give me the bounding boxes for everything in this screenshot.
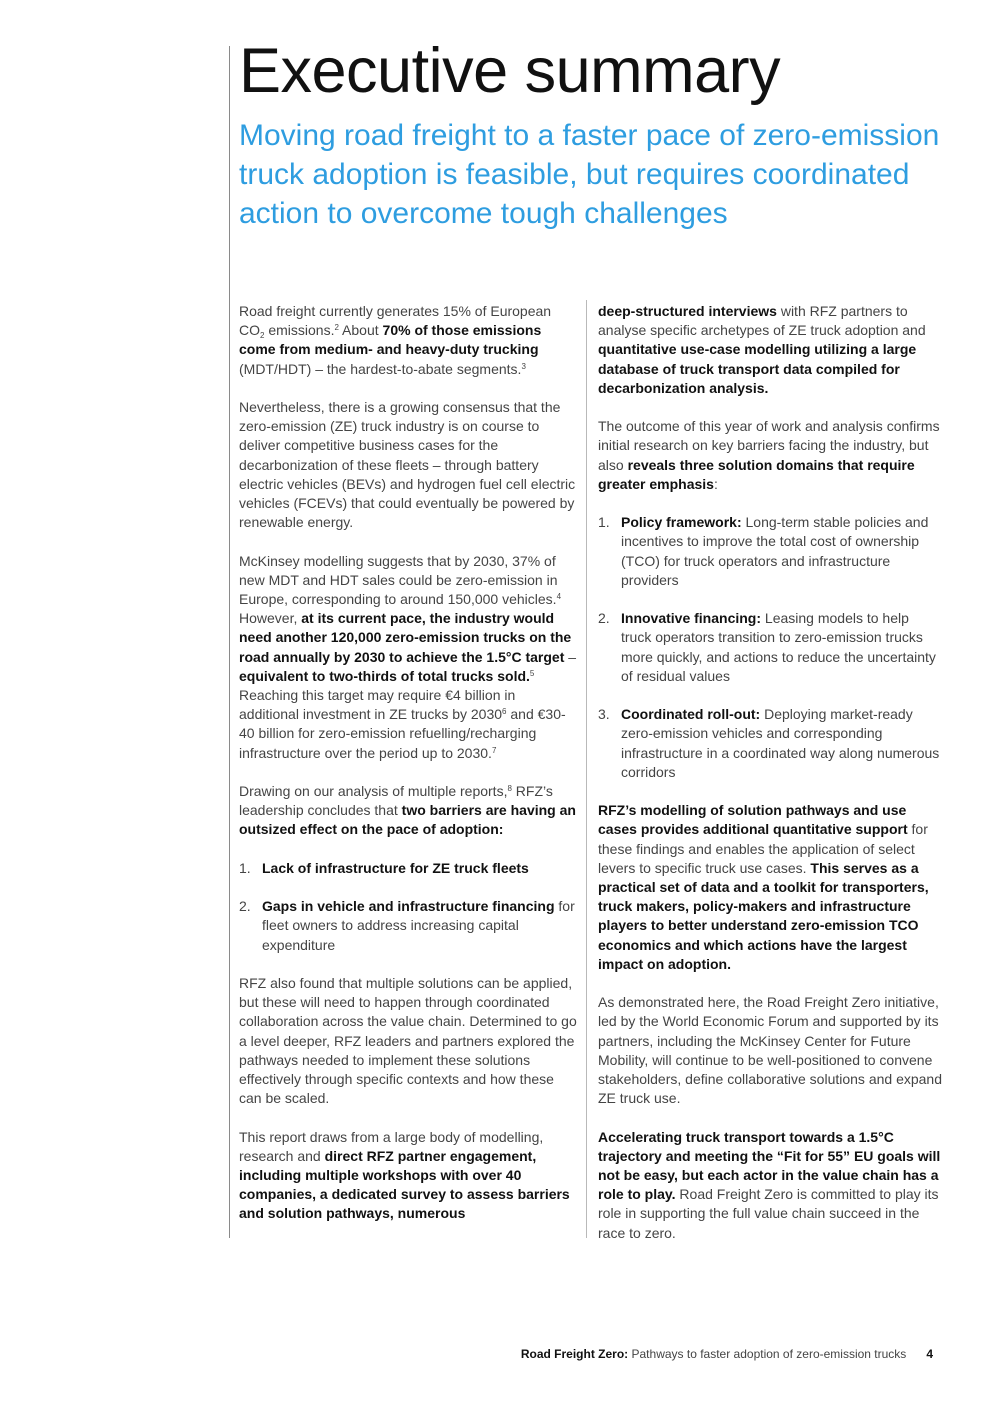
- paragraph-mckinsey: McKinsey modelling suggests that by 2030, 37% of new MDT and HDT sales could be zero-emission in Europe, corresponding to around 150,000 vehicles.$^4$ However, at its current pace, the industry would need another 120,000 zero-emission trucks on the road annually by 2030 to achieve the 1.5°C target – equivalent to two-thirds of total trucks sold.$^5$ Reaching this target may require €4 billion in additional investment in ZE trucks by 2030$^6$ and €30-40 billion for zero-emission refuelling/recharging infrastructure over the period up to 2030.$^7$: [239, 552, 577, 761]
- page-title: Executive summary: [239, 36, 781, 106]
- page-footer: [300, 1347, 933, 1361]
- column-divider: [586, 300, 587, 1238]
- list-item: 3. Coordinated roll-out: Deploying market-ready zero-emission vehicles and corresponding infrastructure in a coordinated way along numerous corridors: [598, 706, 940, 780]
- paragraph-interviews: deep-structured interviews with RFZ partners to analyse specific archetypes of ZE truck adoption and quantitative use-case modelling utilizing a large database of truck transport data compiled for decarbonization analysis.: [598, 303, 926, 396]
- page-subtitle: Moving road freight to a faster pace of zero-emission truck adoption is feasible, but requires coordinated action to overcome tough challenges: [239, 119, 940, 230]
- left-column: [239, 302, 577, 1243]
- paragraph-solutions: RFZ also found that multiple solutions can be applied, but these will need to happen through coordinated collaboration across the value chain. Determined to go a level deeper, RFZ leaders and partners explored the pathways needed to implement these solutions effectively through specific contexts and how these can be scaled.: [239, 975, 577, 1107]
- list-item: 1. Policy framework: Long-term stable policies and incentives to improve the total cost of ownership (TCO) for truck operators and infrastructure providers: [598, 514, 929, 588]
- paragraph-barriers: Drawing on our analysis of multiple reports,$^8$ RFZ’s leadership concludes that two barriers are having an outsized effect on the pace of adoption:: [239, 783, 576, 838]
- list-item: 2. Gaps in vehicle and infrastructure financing for fleet owners to address increasing capital expenditure: [239, 898, 575, 953]
- barriers-list: [239, 859, 577, 955]
- list-item: 1. Lack of infrastructure for ZE truck fleets: [239, 859, 529, 876]
- footnote-ref: 2: [334, 323, 339, 333]
- paragraph-outcome: The outcome of this year of work and analysis confirms initial research on key barriers facing the industry, but also reveals three solution domains that require greater emphasis:: [598, 418, 940, 492]
- footnote-ref: 7: [491, 745, 497, 755]
- left-rule: [229, 46, 230, 1238]
- footnote-ref: 6: [502, 707, 507, 717]
- paragraph-demonstrated: As demonstrated here, the Road Freight Zero initiative, led by the World Economic Forum and supported by its partners, including the McKinsey Center for Future Mobility, will continue to be well-positioned to convene stakeholders, define collaborative solutions and expand ZE truck use.: [598, 994, 943, 1107]
- paragraph-accelerating: Accelerating truck transport towards a 1.5°C trajectory and meeting the “Fit for 55” EU goals will not be easy, but each actor in the value chain has a role to play. Road Freight Zero is committed to play its role in supporting the full value chain succeed in the race to zero.: [598, 1128, 941, 1241]
- right-column: [598, 302, 943, 1262]
- footnote-ref: 3: [521, 361, 526, 371]
- footnote-ref: 8: [507, 784, 512, 794]
- footer-text: Pathways to faster adoption of zero-emission trucks: [628, 1347, 907, 1361]
- footnote-ref: 4: [556, 592, 562, 602]
- list-item: 2. Innovative financing: Leasing models to help truck operators transition to zero-emission trucks more quickly, and actions to reduce the uncertainty of residual values: [598, 610, 936, 684]
- paragraph-road-freight: Road freight currently generates 15% of European $CO_2$ emissions.$^2$ About 70% of those emissions come from medium- and heavy-duty trucking (MDT/HDT) – the hardest-to-abate segments.$^3$: [239, 303, 552, 377]
- page-number: 4: [926, 1347, 933, 1361]
- solution-domains-list: [598, 513, 943, 782]
- paragraph-modelling: RFZ’s modelling of solution pathways and use cases provides additional quantitative support for these findings and enables the application of select levers to specific truck use cases. This serves as a practical set of data and a toolkit for transporters, truck makers, policy-makers and infrastructure players to better understand zero-emission TCO economics and which actions have the largest impact on adoption.: [598, 802, 929, 972]
- footnote-ref: 5: [529, 668, 535, 678]
- footer-brand: Road Freight Zero:: [520, 1347, 629, 1361]
- paragraph-consensus: Nevertheless, there is a growing consensus that the zero-emission (ZE) truck industry is on course to deliver competitive business cases for the decarbonization of these fleets – through battery electric vehicles (BEVs) and hydrogen fuel cell electric vehicles (FCEVs) that could eventually be powered by renewable energy.: [239, 399, 576, 531]
- paragraph-report-draws: This report draws from a large body of modelling, research and direct RFZ partner engagement, including multiple workshops with over 40 companies, a dedicated survey to assess barriers and solution pathways, numerous: [239, 1128, 570, 1222]
